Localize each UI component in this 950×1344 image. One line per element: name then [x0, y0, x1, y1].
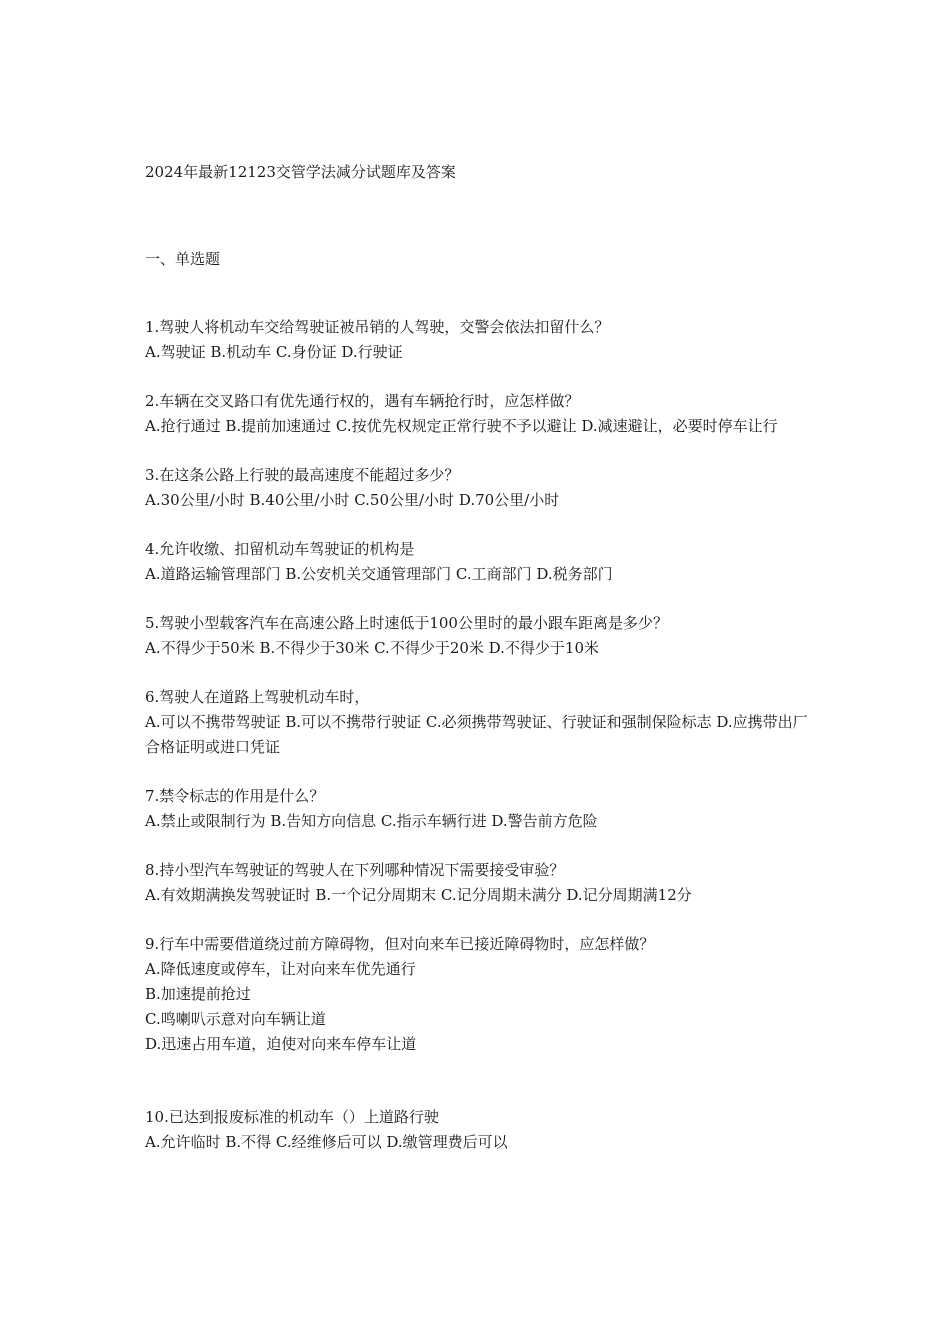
option-line-a: A.降低速度或停车，让对向来车优先通行: [145, 960, 416, 978]
question-text: 7.禁令标志的作用是什么？: [145, 787, 325, 805]
question-options: A.允许临时 B.不得 C.经维修后可以 D.缴管理费后可以: [145, 1133, 508, 1151]
question-options: A.道路运输管理部门 B.公安机关交通管理部门 C.工商部门 D.税务部门: [145, 565, 613, 583]
question-options: A.禁止或限制行为 B.告知方向信息 C.指示车辆行进 D.警告前方危险: [145, 812, 598, 830]
question-text: 10.已达到报废标准的机动车（）上道路行驶: [145, 1108, 439, 1126]
question-options: A.不得少于50米 B.不得少于30米 C.不得少于20米 D.不得少于10米: [145, 639, 600, 657]
question-text: 4.允许收缴、扣留机动车驾驶证的机构是: [145, 540, 415, 558]
question-text: 2.车辆在交叉路口有优先通行权的，遇有车辆抢行时，应怎样做？: [145, 392, 580, 410]
option-line-b: B.加速提前抢过: [145, 985, 251, 1003]
question-text: 3.在这条公路上行驶的最高速度不能超过多少？: [145, 466, 460, 484]
question-text: 9.行车中需要借道绕过前方障碍物，但对向来车已接近障碍物时，应怎样做？: [145, 935, 655, 953]
section-title: 一、单选题: [145, 250, 221, 268]
option-line-d: D.迅速占用车道，迫使对向来车停车让道: [145, 1035, 417, 1053]
question-options: A.可以不携带驾驶证 B.可以不携带行驶证 C.必须携带驾驶证、行驶证和强制保险标志 D.应携带出厂合格证明或进口凭证: [145, 713, 808, 756]
question-item: [145, 1105, 815, 1155]
question-item: [145, 611, 815, 661]
question-item: [145, 784, 815, 834]
question-text: 5.驾驶小型载客汽车在高速公路上时速低于100公里时的最小跟车距离是多少？: [145, 614, 668, 632]
document-content: [145, 160, 815, 1179]
question-options: A.30公里/小时 B.40公里/小时 C.50公里/小时 D.70公里/小时: [145, 491, 560, 509]
question-options: A.有效期满换发驾驶证时 B.一个记分周期末 C.记分周期未满分 D.记分周期满12分: [145, 886, 692, 904]
question-item: [145, 537, 815, 587]
question-item: [145, 389, 815, 439]
question-item: [145, 858, 815, 908]
question-text: 8.持小型汽车驾驶证的驾驶人在下列哪种情况下需要接受审验？: [145, 861, 565, 879]
question-item: [145, 315, 815, 365]
question-options: A.驾驶证 B.机动车 C.身份证 D.行驶证: [145, 343, 403, 361]
question-list: [145, 315, 815, 1155]
option-line-c: C.鸣喇叭示意对向车辆让道: [145, 1010, 326, 1028]
question-item: [145, 685, 815, 760]
question-text: 6.驾驶人在道路上驾驶机动车时，: [145, 688, 370, 706]
document-title: 2024年最新12123交管学法减分试题库及答案: [145, 163, 456, 181]
question-text: 1.驾驶人将机动车交给驾驶证被吊销的人驾驶，交警会依法扣留什么？: [145, 318, 610, 336]
question-item: [145, 932, 815, 1057]
question-item: [145, 463, 815, 513]
question-options: A.抢行通过 B.提前加速通过 C.按优先权规定正常行驶不予以避让 D.减速避让，必要时停车让行: [145, 417, 778, 435]
